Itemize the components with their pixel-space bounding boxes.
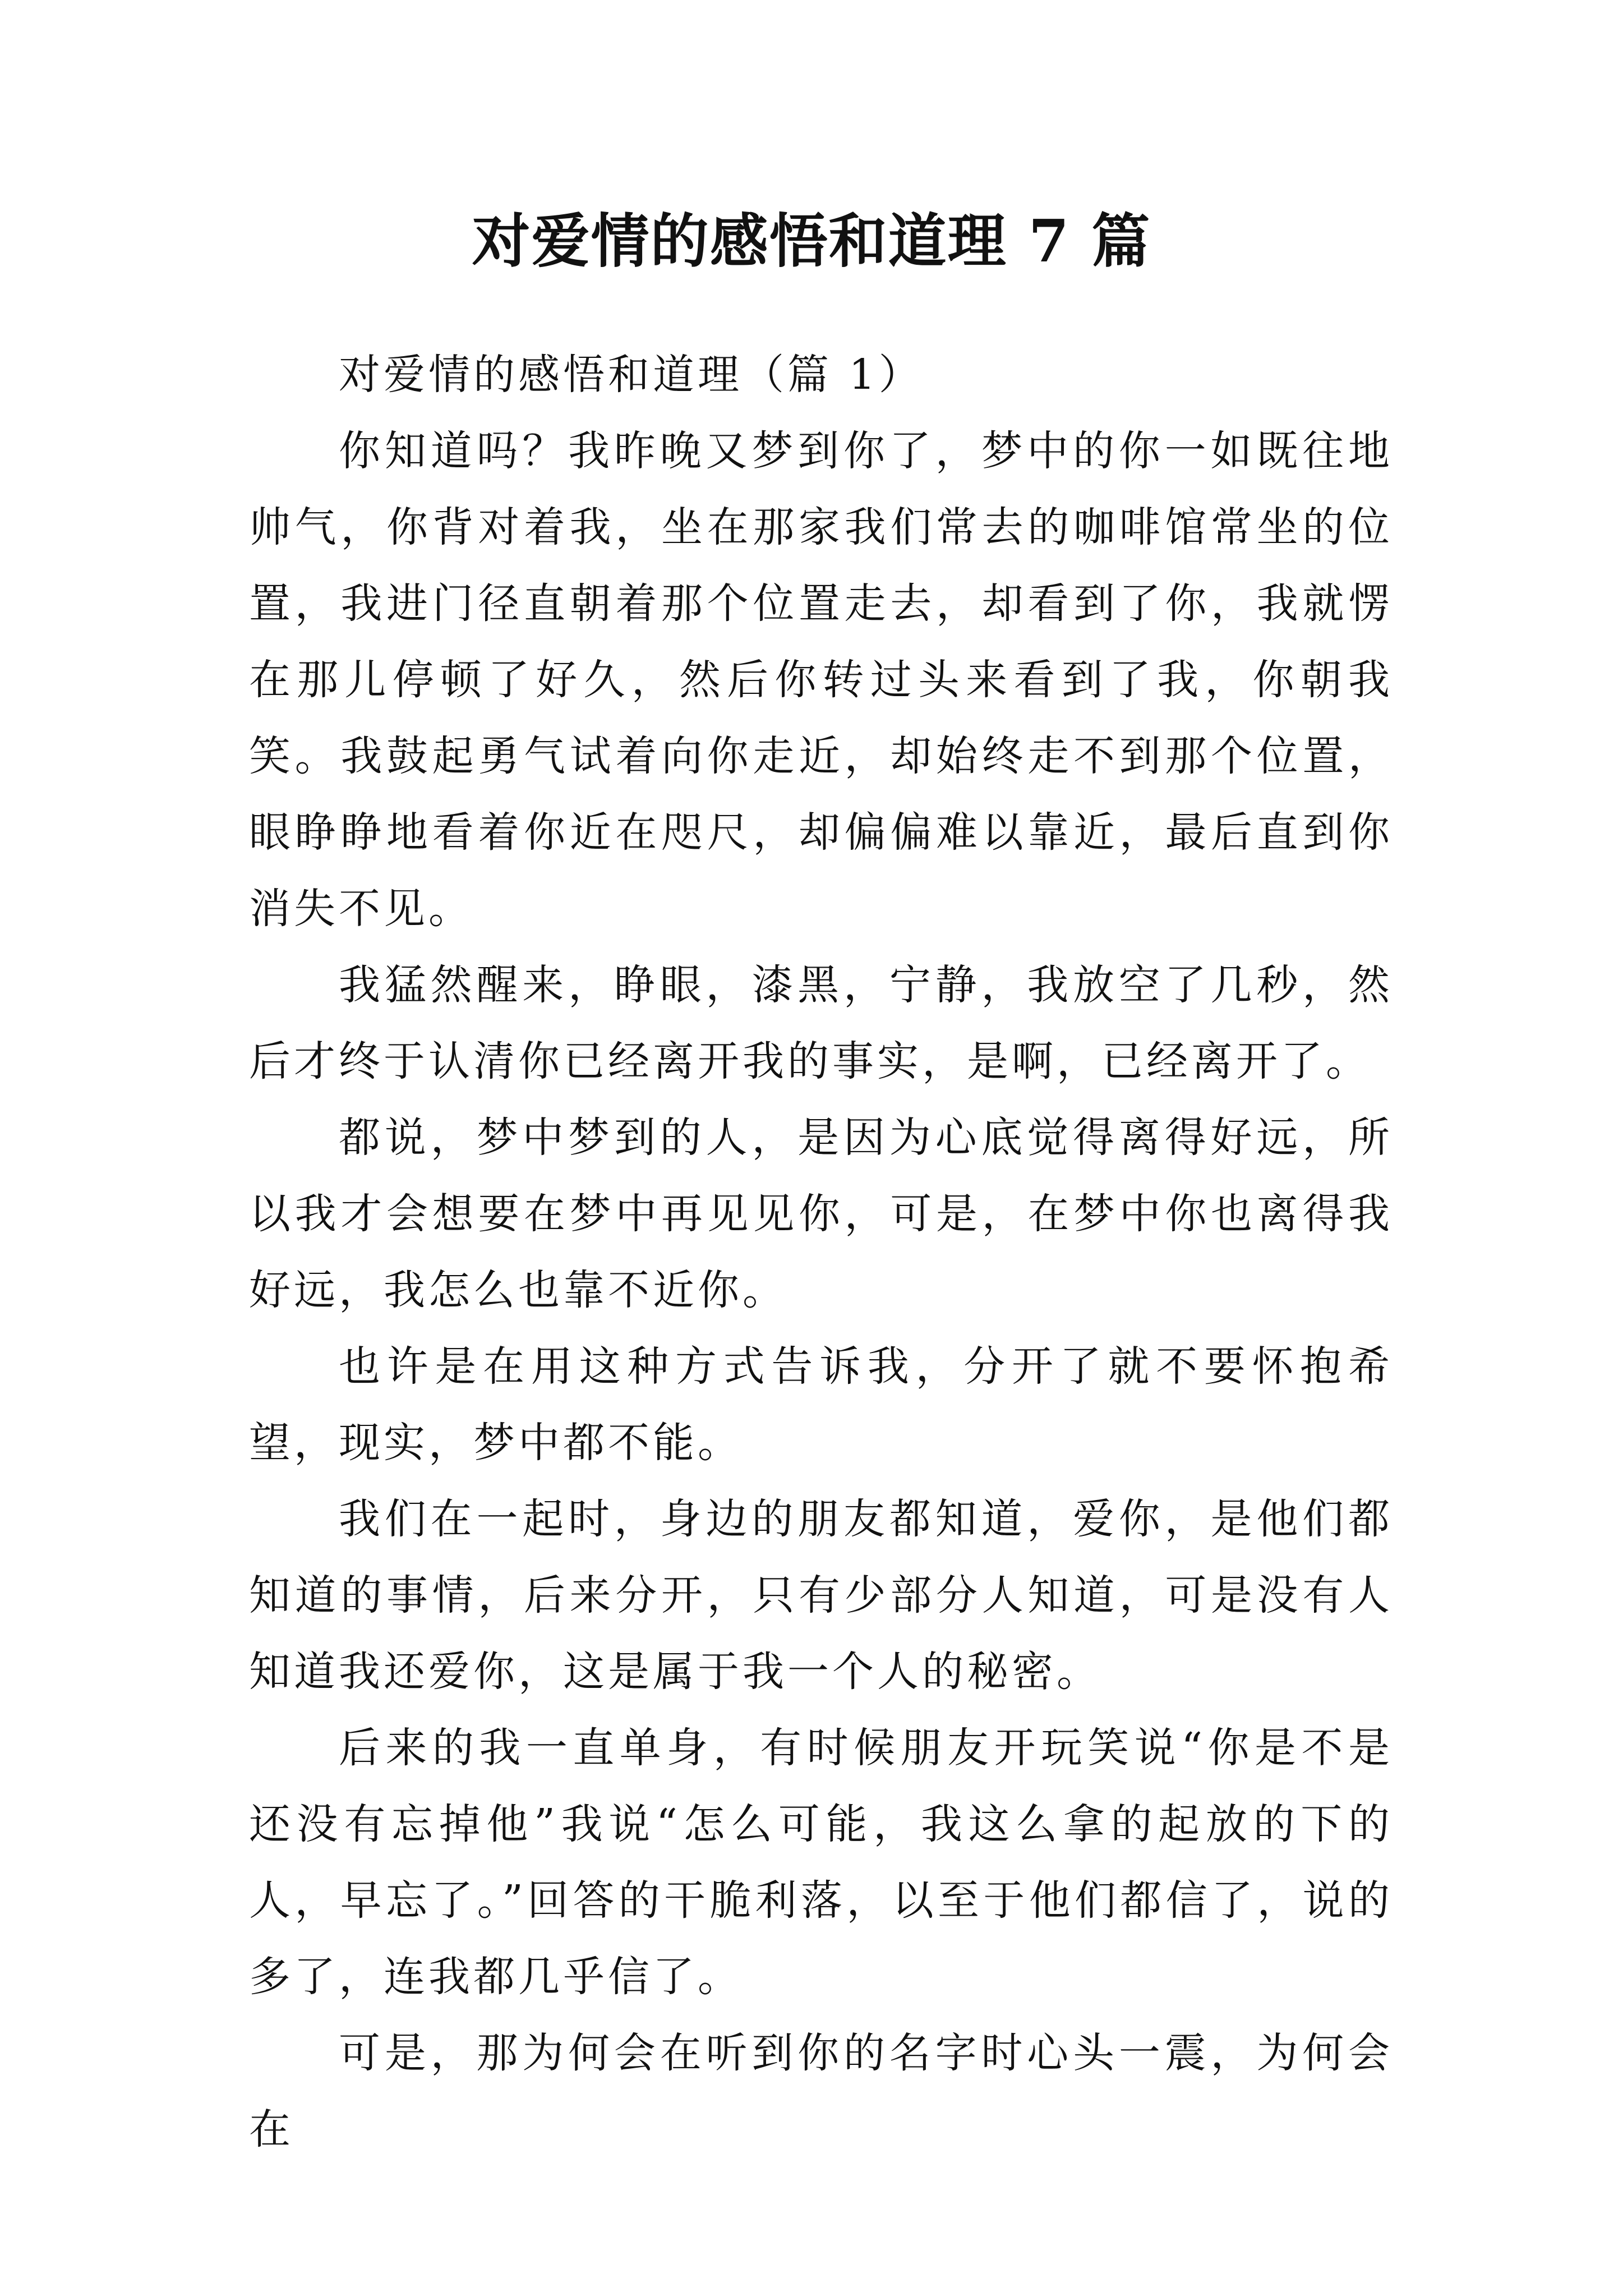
document-title: 对爱情的感悟和道理 7 篇 [472,206,1151,275]
paragraph: 可是，那为何会在听到你的名字时心头一震，为何会在 [249,2029,1393,2154]
section-heading: 对爱情的感悟和道理（篇 1） [339,351,924,399]
paragraph: 你知道吗？我昨晚又梦到你了，梦中的你一如既往地帅气，你背对着我，坐在那家我们常去的咖啡馆常坐的位置，我进门径直朝着那个位置走去，却看到了你，我就愣在那儿停顿了好久，然后你转过头来看到了我，你朝我笑。我鼓起勇气试着向你走近，却始终走不到那个位置，眼睁睁地看着你近在咫尺，却偏偏难以靠近，最后直到你消失不见。 [249,427,1393,933]
paragraph: 都说，梦中梦到的人，是因为心底觉得离得好远，所以我才会想要在梦中再见见你，可是，在梦中你也离得我好远，我怎么也靠不近你。 [249,1114,1393,1314]
paragraph: 也许是在用这种方式告诉我，分开了就不要怀抱希望，现实，梦中都不能。 [249,1342,1393,1467]
document-body [249,337,1393,2168]
paragraph: 后来的我一直单身，有时候朋友开玩笑说“你是不是还没有忘掉他”我说“怎么可能，我这么拿的起放的下的人，早忘了。”回答的干脆利落，以至于他们都信了，说的多了，连我都几乎信了。 [249,1724,1393,2001]
paragraph: 我猛然醒来，睁眼，漆黑，宁静，我放空了几秒，然后才终于认清你已经离开我的事实，是啊，已经离开了。 [249,961,1393,1085]
paragraph: 我们在一起时，身边的朋友都知道，爱你，是他们都知道的事情，后来分开，只有少部分人知道，可是没有人知道我还爱你，这是属于我一个人的秘密。 [249,1495,1393,1696]
